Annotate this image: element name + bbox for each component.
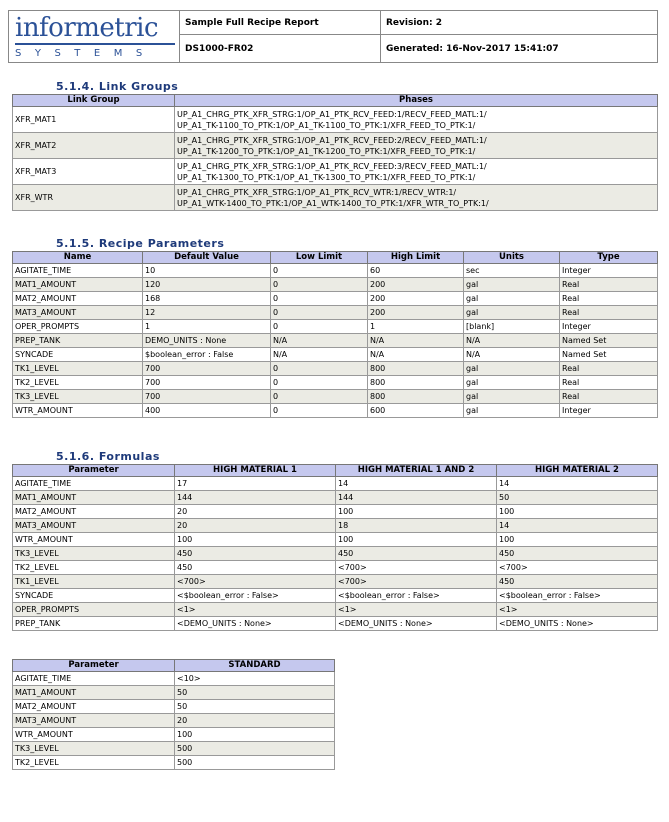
- link-group-name: XFR_MAT2: [13, 133, 175, 159]
- recipe-parameter-cell: 10: [143, 264, 271, 278]
- formula-cell: 450: [497, 575, 658, 589]
- standard-cell: 50: [175, 700, 335, 714]
- formula-row: [13, 533, 658, 547]
- standard-cell: WTR_AMOUNT: [13, 728, 175, 742]
- formula-cell: <1>: [336, 603, 497, 617]
- standard-column-header: Parameter: [13, 660, 175, 672]
- recipe-parameter-cell: gal: [464, 390, 560, 404]
- recipe-parameter-cell: 60: [368, 264, 464, 278]
- recipe-parameter-cell: 168: [143, 292, 271, 306]
- recipe-parameter-row: [13, 264, 658, 278]
- link-group-phases: [175, 159, 658, 185]
- recipe-parameter-cell: 12: [143, 306, 271, 320]
- recipe-parameter-cell: TK1_LEVEL: [13, 362, 143, 376]
- recipe-parameter-cell: PREP_TANK: [13, 334, 143, 348]
- document-id: DS1000-FR02: [180, 35, 381, 63]
- standard-cell: 50: [175, 686, 335, 700]
- recipe-parameter-cell: 0: [271, 376, 368, 390]
- link-group-row: [13, 185, 658, 211]
- phase-line: UP_A1_TK-1200_TO_PTK:1/OP_A1_TK-1200_TO_PTK:1/XFR_FEED_TO_PTK:1/: [177, 146, 476, 156]
- recipe-parameters-column-header: Name: [13, 252, 143, 264]
- recipe-parameter-cell: 1: [143, 320, 271, 334]
- formula-cell: <$boolean_error : False>: [336, 589, 497, 603]
- recipe-parameter-cell: Integer: [560, 404, 658, 418]
- recipe-parameter-cell: MAT3_AMOUNT: [13, 306, 143, 320]
- formula-cell: OPER_PROMPTS: [13, 603, 175, 617]
- recipe-parameter-cell: 0: [271, 264, 368, 278]
- link-groups-column-header: Link Group: [13, 95, 175, 107]
- formulas-column-header: HIGH MATERIAL 1 AND 2: [336, 465, 497, 477]
- formula-cell: 100: [175, 533, 336, 547]
- recipe-parameter-cell: AGITATE_TIME: [13, 264, 143, 278]
- formula-cell: MAT2_AMOUNT: [13, 505, 175, 519]
- phase-line: UP_A1_CHRG_PTK_XFR_STRG:1/OP_A1_PTK_RCV_FEED:3/RECV_FEED_MATL:1/: [177, 161, 487, 171]
- formula-cell: 100: [497, 505, 658, 519]
- link-group-name: XFR_MAT3: [13, 159, 175, 185]
- recipe-parameter-cell: 120: [143, 278, 271, 292]
- recipe-parameters-table: [12, 251, 658, 418]
- standard-cell: AGITATE_TIME: [13, 672, 175, 686]
- recipe-parameter-row: [13, 348, 658, 362]
- recipe-parameter-cell: 0: [271, 362, 368, 376]
- revision-label: Revision: 2: [381, 11, 658, 35]
- recipe-parameter-cell: gal: [464, 306, 560, 320]
- recipe-parameter-row: [13, 390, 658, 404]
- recipe-parameter-cell: 0: [271, 390, 368, 404]
- standard-row: [13, 672, 335, 686]
- recipe-parameter-cell: 0: [271, 306, 368, 320]
- recipe-parameter-cell: N/A: [368, 348, 464, 362]
- formula-cell: 100: [336, 505, 497, 519]
- recipe-parameter-cell: gal: [464, 376, 560, 390]
- recipe-parameter-cell: $boolean_error : False: [143, 348, 271, 362]
- recipe-parameter-cell: 200: [368, 306, 464, 320]
- recipe-parameter-cell: Real: [560, 376, 658, 390]
- company-logo: [9, 11, 180, 63]
- formula-cell: <700>: [497, 561, 658, 575]
- standard-row: [13, 700, 335, 714]
- formula-row: [13, 561, 658, 575]
- recipe-parameter-cell: Named Set: [560, 334, 658, 348]
- section-title-link-groups: 5.1.4. Link Groups: [56, 80, 179, 93]
- recipe-parameter-cell: 800: [368, 362, 464, 376]
- formula-cell: 18: [336, 519, 497, 533]
- recipe-parameter-cell: N/A: [464, 348, 560, 362]
- formula-cell: 20: [175, 519, 336, 533]
- recipe-parameter-cell: gal: [464, 278, 560, 292]
- formula-cell: <700>: [336, 575, 497, 589]
- logo-text: informetric: [15, 13, 159, 43]
- recipe-parameter-row: [13, 278, 658, 292]
- standard-cell: 500: [175, 756, 335, 770]
- recipe-parameter-cell: N/A: [271, 348, 368, 362]
- recipe-parameter-cell: SYNCADE: [13, 348, 143, 362]
- recipe-parameter-cell: 700: [143, 362, 271, 376]
- formula-cell: 20: [175, 505, 336, 519]
- formula-cell: 144: [336, 491, 497, 505]
- logo-subtext: SYSTEMS: [15, 48, 156, 59]
- formula-cell: MAT3_AMOUNT: [13, 519, 175, 533]
- formula-cell: 17: [175, 477, 336, 491]
- formula-cell: 100: [497, 533, 658, 547]
- formula-cell: PREP_TANK: [13, 617, 175, 631]
- recipe-parameters-column-header: Default Value: [143, 252, 271, 264]
- formula-cell: 450: [175, 547, 336, 561]
- standard-cell: TK3_LEVEL: [13, 742, 175, 756]
- standard-cell: 20: [175, 714, 335, 728]
- recipe-parameter-cell: gal: [464, 362, 560, 376]
- formula-row: [13, 603, 658, 617]
- recipe-parameter-cell: 800: [368, 390, 464, 404]
- recipe-parameter-cell: 700: [143, 376, 271, 390]
- link-groups-column-header: Phases: [175, 95, 658, 107]
- phase-line: UP_A1_WTK-1400_TO_PTK:1/OP_A1_WTK-1400_TO_PTK:1/XFR_WTR_TO_PTK:1/: [177, 198, 489, 208]
- link-group-phases: [175, 185, 658, 211]
- recipe-parameter-row: [13, 320, 658, 334]
- recipe-parameter-cell: Real: [560, 278, 658, 292]
- formula-cell: <700>: [336, 561, 497, 575]
- recipe-parameter-cell: Real: [560, 306, 658, 320]
- formula-cell: 14: [497, 519, 658, 533]
- recipe-parameter-cell: 700: [143, 390, 271, 404]
- standard-cell: MAT1_AMOUNT: [13, 686, 175, 700]
- recipe-parameter-row: [13, 292, 658, 306]
- recipe-parameter-cell: 0: [271, 278, 368, 292]
- formula-cell: <DEMO_UNITS : None>: [497, 617, 658, 631]
- recipe-parameter-cell: N/A: [464, 334, 560, 348]
- standard-cell: MAT3_AMOUNT: [13, 714, 175, 728]
- recipe-parameter-cell: sec: [464, 264, 560, 278]
- standard-cell: TK2_LEVEL: [13, 756, 175, 770]
- formula-cell: 50: [497, 491, 658, 505]
- recipe-parameter-cell: 0: [271, 404, 368, 418]
- recipe-parameter-row: [13, 376, 658, 390]
- link-group-name: XFR_MAT1: [13, 107, 175, 133]
- formula-cell: <$boolean_error : False>: [175, 589, 336, 603]
- formula-cell: 144: [175, 491, 336, 505]
- standard-row: [13, 756, 335, 770]
- recipe-parameter-cell: N/A: [368, 334, 464, 348]
- standard-row: [13, 714, 335, 728]
- report-header: [8, 10, 658, 63]
- recipe-parameters-column-header: Units: [464, 252, 560, 264]
- formula-row: [13, 589, 658, 603]
- recipe-parameter-cell: 600: [368, 404, 464, 418]
- section-title-formulas: 5.1.6. Formulas: [56, 450, 160, 463]
- formula-row: [13, 617, 658, 631]
- recipe-parameter-cell: 200: [368, 278, 464, 292]
- recipe-parameter-row: [13, 404, 658, 418]
- formula-cell: <DEMO_UNITS : None>: [336, 617, 497, 631]
- standard-row: [13, 742, 335, 756]
- formula-row: [13, 477, 658, 491]
- formulas-column-header: HIGH MATERIAL 2: [497, 465, 658, 477]
- formula-row: [13, 491, 658, 505]
- formula-cell: 450: [336, 547, 497, 561]
- formula-cell: 14: [497, 477, 658, 491]
- formula-cell: <700>: [175, 575, 336, 589]
- recipe-parameter-row: [13, 306, 658, 320]
- standard-formula-table: [12, 659, 335, 770]
- standard-row: [13, 686, 335, 700]
- report-title: Sample Full Recipe Report: [180, 11, 381, 35]
- recipe-parameter-cell: 800: [368, 376, 464, 390]
- recipe-parameter-cell: Real: [560, 390, 658, 404]
- recipe-parameter-cell: Integer: [560, 320, 658, 334]
- phase-line: UP_A1_CHRG_PTK_XFR_STRG:1/OP_A1_PTK_RCV_FEED:2/RECV_FEED_MATL:1/: [177, 135, 487, 145]
- recipe-parameters-column-header: Type: [560, 252, 658, 264]
- formula-cell: <$boolean_error : False>: [497, 589, 658, 603]
- link-group-row: [13, 159, 658, 185]
- recipe-parameter-cell: DEMO_UNITS : None: [143, 334, 271, 348]
- formula-cell: AGITATE_TIME: [13, 477, 175, 491]
- formula-cell: <1>: [175, 603, 336, 617]
- link-groups-table: [12, 94, 658, 211]
- recipe-parameter-cell: 0: [271, 292, 368, 306]
- generated-timestamp: Generated: 16-Nov-2017 15:41:07: [381, 35, 658, 63]
- formulas-column-header: Parameter: [13, 465, 175, 477]
- link-group-row: [13, 107, 658, 133]
- recipe-parameter-cell: OPER_PROMPTS: [13, 320, 143, 334]
- formula-cell: WTR_AMOUNT: [13, 533, 175, 547]
- recipe-parameter-cell: [blank]: [464, 320, 560, 334]
- formula-cell: TK3_LEVEL: [13, 547, 175, 561]
- recipe-parameter-cell: gal: [464, 404, 560, 418]
- formula-cell: 14: [336, 477, 497, 491]
- standard-column-header: STANDARD: [175, 660, 335, 672]
- formula-cell: 450: [497, 547, 658, 561]
- recipe-parameter-cell: TK2_LEVEL: [13, 376, 143, 390]
- recipe-parameter-cell: Integer: [560, 264, 658, 278]
- recipe-parameter-cell: MAT2_AMOUNT: [13, 292, 143, 306]
- formula-row: [13, 519, 658, 533]
- phase-line: UP_A1_CHRG_PTK_XFR_STRG:1/OP_A1_PTK_RCV_FEED:1/RECV_FEED_MATL:1/: [177, 109, 487, 119]
- recipe-parameter-cell: gal: [464, 292, 560, 306]
- recipe-parameter-row: [13, 362, 658, 376]
- recipe-parameter-row: [13, 334, 658, 348]
- formula-cell: MAT1_AMOUNT: [13, 491, 175, 505]
- standard-cell: MAT2_AMOUNT: [13, 700, 175, 714]
- link-group-phases: [175, 133, 658, 159]
- formulas-table: [12, 464, 658, 631]
- formula-row: [13, 547, 658, 561]
- recipe-parameter-cell: 1: [368, 320, 464, 334]
- link-group-name: XFR_WTR: [13, 185, 175, 211]
- recipe-parameter-cell: Real: [560, 292, 658, 306]
- standard-row: [13, 728, 335, 742]
- link-group-phases: [175, 107, 658, 133]
- recipe-parameters-column-header: Low Limit: [271, 252, 368, 264]
- formula-cell: TK2_LEVEL: [13, 561, 175, 575]
- phase-line: UP_A1_TK-1300_TO_PTK:1/OP_A1_TK-1300_TO_PTK:1/XFR_FEED_TO_PTK:1/: [177, 172, 476, 182]
- recipe-parameters-column-header: High Limit: [368, 252, 464, 264]
- formula-cell: TK1_LEVEL: [13, 575, 175, 589]
- formula-cell: 450: [175, 561, 336, 575]
- formula-cell: 100: [336, 533, 497, 547]
- recipe-parameter-cell: MAT1_AMOUNT: [13, 278, 143, 292]
- formula-cell: SYNCADE: [13, 589, 175, 603]
- formula-cell: <1>: [497, 603, 658, 617]
- recipe-parameter-cell: N/A: [271, 334, 368, 348]
- recipe-parameter-cell: TK3_LEVEL: [13, 390, 143, 404]
- recipe-parameter-cell: 0: [271, 320, 368, 334]
- section-title-recipe-parameters: 5.1.5. Recipe Parameters: [56, 237, 225, 250]
- phase-line: UP_A1_CHRG_PTK_XFR_STRG:1/OP_A1_PTK_RCV_WTR:1/RECV_WTR:1/: [177, 187, 457, 197]
- formula-row: [13, 505, 658, 519]
- standard-cell: 100: [175, 728, 335, 742]
- recipe-parameter-cell: 200: [368, 292, 464, 306]
- formulas-column-header: HIGH MATERIAL 1: [175, 465, 336, 477]
- link-group-row: [13, 133, 658, 159]
- recipe-parameter-cell: Named Set: [560, 348, 658, 362]
- phase-line: UP_A1_TK-1100_TO_PTK:1/OP_A1_TK-1100_TO_PTK:1/XFR_FEED_TO_PTK:1/: [177, 120, 476, 130]
- recipe-parameter-cell: Real: [560, 362, 658, 376]
- formula-cell: <DEMO_UNITS : None>: [175, 617, 336, 631]
- recipe-parameter-cell: WTR_AMOUNT: [13, 404, 143, 418]
- standard-cell: <10>: [175, 672, 335, 686]
- recipe-parameter-cell: 400: [143, 404, 271, 418]
- standard-cell: 500: [175, 742, 335, 756]
- logo-rule: [15, 43, 175, 45]
- formula-row: [13, 575, 658, 589]
